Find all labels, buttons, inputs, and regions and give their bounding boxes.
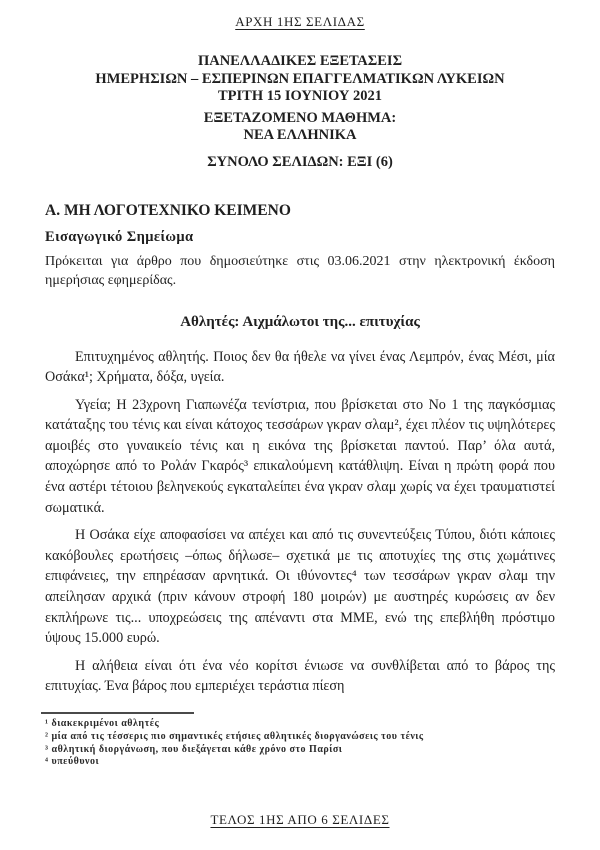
article-paragraph: Επιτυχημένος αθλητής. Ποιος δεν θα ήθελε να γίνει ένας Λεμπρόν, ένας Μέσι, μία Οσάκα¹; Χρήματα, δόξα, υγεία. [45, 348, 555, 386]
article-paragraph: Υγεία; Η 23χρονη Γιαπωνέζα τενίστρια, που βρίσκεται στο Νο 1 της παγκόσμιας κατάταξης του τένις και είναι κάτοχος τεσσάρων γκραν σλαμ², έχει πλέον τις υψηλότερες αμοιβές στο γυναικείο τένις και η εικόνα της βρίσκεται παντού. Παρ’ όλα αυτά, αποχώρησε από το Ρολάν Γκαρός³ επικαλούμενη κατάθλιψη. Είναι η πρώτη φορά που ένα αστέρι τέτοιου βεληνεκούς εγκαταλείπει ένα γκραν σλαμ χωρίς να έχει τραυματιστεί σωματικά. [45, 396, 555, 516]
footnote-list [45, 718, 555, 769]
article-title: Αθλητές: Αιχμάλωτοι της... επιτυχίας [180, 313, 420, 330]
article-body [45, 347, 555, 705]
footnote-divider [41, 712, 194, 714]
exam-subject-block [45, 110, 555, 145]
article-paragraph: Η Οσάκα είχε αποφασίσει να απέχει και από τις συνεντεύξεις Τύπου, διότι κάποιες κακόβουλες ερωτήσεις –όπως δήλωσε– σχετικά με τις αποτυχίες της στις χωμάτινες επιφάνειες, την επηρέασαν αρνητικά. Οι ιθύνοντες⁴ των τεσσάρων γκραν σλαμ την απείλησαν αρχικά (πριν κάνουν στροφή 180 μοιρών) με αυστηρές κυρώσεις αν δεν εκπλήρωνε τις... υποχρεώσεις της απέναντι στα ΜΜΕ, ενώ της επεβλήθη πρόστιμο ύψους 15.000 ευρώ. [45, 527, 555, 647]
footnote-item: ³ αθλητική διοργάνωση, που διεξάγεται κάθε χρόνο στο Παρίσι [45, 743, 343, 755]
page-start-marker: ΑΡΧΗ 1ΗΣ ΣΕΛΙΔΑΣ [235, 14, 365, 29]
exam-title-block [45, 53, 555, 106]
exam-school-type: ΗΜΕΡΗΣΙΩΝ – ΕΣΠΕΡΙΝΩΝ ΕΠΑΓΓΕΛΜΑΤΙΚΩΝ ΛΥΚΕΙΩΝ [95, 70, 505, 87]
footnote-item: ¹ διακεκριμένοι αθλητές [45, 718, 160, 729]
exam-name: ΠΑΝΕΛΛΑΔΙΚΕΣ ΕΞΕΤΑΣΕΙΣ [197, 53, 403, 69]
exam-date: ΤΡΙΤΗ 15 ΙΟΥΝΙΟΥ 2021 [217, 88, 382, 104]
subject-label: ΕΞΕΤΑΖΟΜΕΝΟ ΜΑΘΗΜΑ: [203, 109, 397, 126]
footnote-item: ² μία από τις τέσσερις πιο σημαντικές ετήσιες αθλητικές διοργανώσεις του τένις [45, 730, 424, 742]
footnote-item: ⁴ υπεύθυνοι [45, 756, 100, 768]
intro-note-heading: Εισαγωγικό Σημείωμα [45, 228, 194, 245]
article-paragraph: Η αλήθεια είναι ότι ένα νέο κορίτσι ένιωσε να συνθλίβεται από το βάρος της επιτυχίας. Ένα βάρος που εμπεριέχει τεράστια πίεση [45, 657, 555, 695]
intro-note-text: Πρόκειται για άρθρο που δημοσιεύτηκε στις 03.06.2021 στην ηλεκτρονική έκδοση ημερήσιας εφημερίδας. [45, 253, 555, 288]
subject-name: ΝΕΑ ΕΛΛΗΝΙΚΑ [243, 127, 357, 143]
section-heading: Α. ΜΗ ΛΟΓΟΤΕΧΝΙΚΟ ΚΕΙΜΕΝΟ [45, 201, 291, 219]
total-pages-line: ΣΥΝΟΛΟ ΣΕΛΙΔΩΝ: ΕΞΙ (6) [207, 153, 393, 170]
page-end-marker: ΤΕΛΟΣ 1ΗΣ ΑΠΟ 6 ΣΕΛΙΔΕΣ [210, 812, 390, 827]
